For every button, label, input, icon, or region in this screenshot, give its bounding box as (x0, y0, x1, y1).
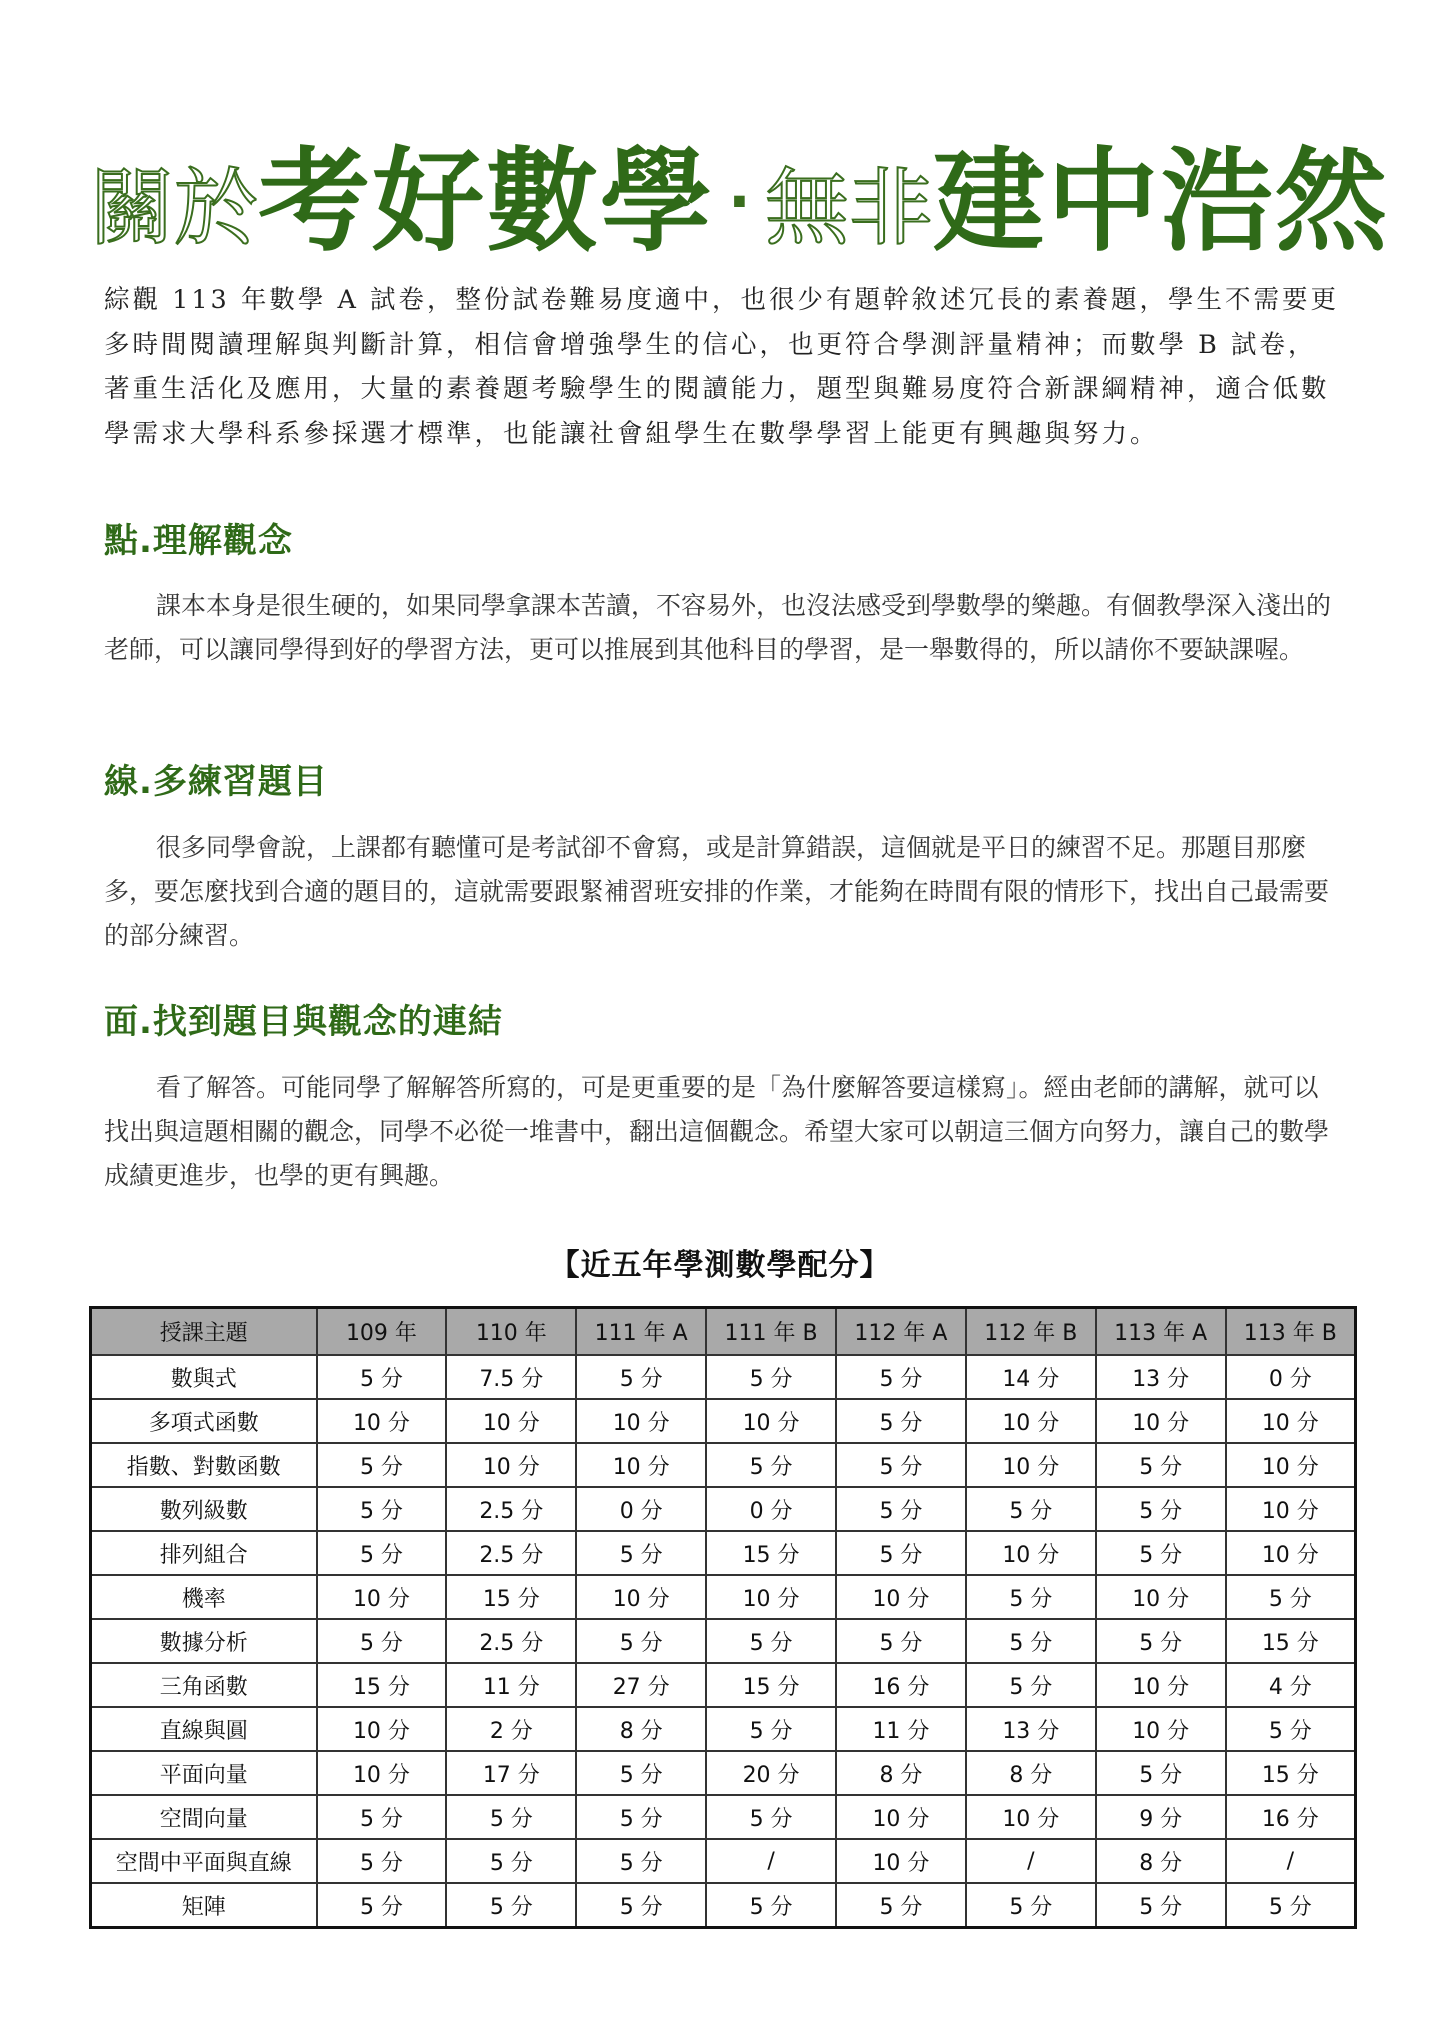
table-score-cell: 5 分 (836, 1883, 966, 1928)
table-score-cell: 5 分 (576, 1883, 706, 1928)
table-score-cell: 5 分 (966, 1619, 1096, 1663)
table-score-cell: 5 分 (966, 1663, 1096, 1707)
table-topic-cell: 三角函數 (91, 1663, 317, 1707)
table-score-cell: 10 分 (1226, 1531, 1356, 1575)
table-score-cell: 15 分 (1226, 1751, 1356, 1795)
table-body (91, 1355, 1356, 1928)
title-part2: 考好數學 (258, 137, 715, 267)
table-score-cell: 5 分 (1226, 1883, 1356, 1928)
table-score-cell: 5 分 (317, 1795, 447, 1839)
table-score-cell: 5 分 (836, 1487, 966, 1531)
table-score-cell: 5 分 (966, 1575, 1096, 1619)
table-score-cell: 2.5 分 (446, 1619, 576, 1663)
intro-paragraph: 綜觀 113 年數學 A 試卷，整份試卷難易度適中，也很少有題幹敘述冗長的素養題，學生不需要更多時間閱讀理解與判斷計算，相信會增強學生的信心，也更符合學測評量精神；而數學 B 試卷，著重生活化及應用，大量的素養題考驗學生的閱讀能力，題型與難易度符合新課綱精神，適合低數學需求大學科系參採選才標準，也能讓社會組學生在數學學習上能更有興趣與努力。 (104, 285, 1340, 449)
table-row (91, 1707, 1356, 1751)
table-topic-cell: 空間向量 (91, 1795, 317, 1839)
table-score-cell: 5 分 (446, 1795, 576, 1839)
table-score-cell: 5 分 (706, 1707, 836, 1751)
table-score-cell: 5 分 (576, 1531, 706, 1575)
table-score-cell: 16 分 (1226, 1795, 1356, 1839)
table-score-cell: 5 分 (1096, 1751, 1226, 1795)
table-score-cell: 5 分 (836, 1399, 966, 1443)
table-topic-cell: 直線與圓 (91, 1707, 317, 1751)
title-part1: 關於 (90, 159, 259, 257)
table-score-cell: 0 分 (1226, 1355, 1356, 1399)
table-score-cell: 5 分 (317, 1531, 447, 1575)
table-row (91, 1619, 1356, 1663)
table-score-cell: / (706, 1839, 836, 1883)
table-topic-cell: 指數、對數函數 (91, 1443, 317, 1487)
table-score-cell: 8 分 (576, 1707, 706, 1751)
table-header-cell: 113 年 B (1226, 1308, 1356, 1356)
table-row (91, 1839, 1356, 1883)
table-score-cell: 10 分 (576, 1443, 706, 1487)
table-score-cell: 10 分 (1096, 1575, 1226, 1619)
table-score-cell: 10 分 (966, 1531, 1096, 1575)
table-score-cell: 10 分 (446, 1443, 576, 1487)
table-score-cell: 5 分 (966, 1883, 1096, 1928)
table-score-cell: 5 分 (966, 1487, 1096, 1531)
table-score-cell: 10 分 (1226, 1399, 1356, 1443)
table-topic-cell: 多項式函數 (91, 1399, 317, 1443)
table-score-cell: 5 分 (317, 1619, 447, 1663)
table-score-cell: 15 分 (446, 1575, 576, 1619)
table-row (91, 1575, 1356, 1619)
table-score-cell: 10 分 (576, 1575, 706, 1619)
table-score-cell: 15 分 (317, 1663, 447, 1707)
table-score-cell: 5 分 (836, 1619, 966, 1663)
table-score-cell: 5 分 (706, 1355, 836, 1399)
table-topic-cell: 矩陣 (91, 1883, 317, 1928)
table-score-cell: 5 分 (576, 1355, 706, 1399)
table-score-cell: 5 分 (576, 1619, 706, 1663)
table-score-cell: 20 分 (706, 1751, 836, 1795)
table-score-cell: 5 分 (1096, 1883, 1226, 1928)
table-score-cell: 8 分 (1096, 1839, 1226, 1883)
table-score-cell: 10 分 (1096, 1663, 1226, 1707)
table-header-cell: 110 年 (446, 1308, 576, 1356)
table-score-cell: 15 分 (1226, 1619, 1356, 1663)
table-score-cell: 5 分 (706, 1619, 836, 1663)
table-score-cell: / (1226, 1839, 1356, 1883)
table-score-cell: 10 分 (966, 1443, 1096, 1487)
table-score-cell: 10 分 (706, 1399, 836, 1443)
table-score-cell: 10 分 (836, 1795, 966, 1839)
table-score-cell: 5 分 (706, 1883, 836, 1928)
table-score-cell: 10 分 (317, 1399, 447, 1443)
table-score-cell: 5 分 (836, 1531, 966, 1575)
table-score-cell: 7.5 分 (446, 1355, 576, 1399)
table-row (91, 1399, 1356, 1443)
table-score-cell: 10 分 (317, 1575, 447, 1619)
table-score-cell: 5 分 (576, 1839, 706, 1883)
table-score-cell: 5 分 (446, 1839, 576, 1883)
score-distribution-table (89, 1306, 1357, 1929)
table-header-cell: 112 年 B (966, 1308, 1096, 1356)
table-score-cell: 5 分 (317, 1487, 447, 1531)
table-score-cell: 8 分 (966, 1751, 1096, 1795)
table-score-cell: 10 分 (706, 1575, 836, 1619)
table-score-cell: 0 分 (706, 1487, 836, 1531)
table-score-cell: 10 分 (1226, 1487, 1356, 1531)
table-topic-cell: 數與式 (91, 1355, 317, 1399)
table-row (91, 1751, 1356, 1795)
table-score-cell: 0 分 (576, 1487, 706, 1531)
section-body-plane: 看了解答。可能同學了解解答所寫的，可是更重要的是「為什麼解答要這樣寫」。經由老師的講解，就可以找出與這題相關的觀念，同學不必從一堆書中，翻出這個觀念。希望大家可以朝這三個方向努力，讓自己的數學成績更進步，也學的更有興趣。 (104, 1073, 1330, 1190)
table-score-cell: 13 分 (966, 1707, 1096, 1751)
table-score-cell: 16 分 (836, 1663, 966, 1707)
table-row (91, 1531, 1356, 1575)
table-score-cell: 10 分 (1096, 1399, 1226, 1443)
table-score-cell: 5 分 (317, 1839, 447, 1883)
table-score-cell: 5 分 (446, 1883, 576, 1928)
table-score-cell: 5 分 (576, 1795, 706, 1839)
table-score-cell: 2.5 分 (446, 1531, 576, 1575)
title-part4: 建中浩然 (932, 137, 1389, 267)
table-header-cell: 113 年 A (1096, 1308, 1226, 1356)
table-score-cell: 4 分 (1226, 1663, 1356, 1707)
table-score-cell: 27 分 (576, 1663, 706, 1707)
table-score-cell: 5 分 (1226, 1707, 1356, 1751)
table-score-cell: 5 分 (1096, 1619, 1226, 1663)
table-score-cell: 13 分 (1096, 1355, 1226, 1399)
table-score-cell: 10 分 (836, 1575, 966, 1619)
table-topic-cell: 數據分析 (91, 1619, 317, 1663)
table-score-cell: 15 分 (706, 1531, 836, 1575)
table-row (91, 1443, 1356, 1487)
table-score-cell: 10 分 (1096, 1707, 1226, 1751)
section-body-point: 課本本身是很生硬的，如果同學拿課本苦讀，不容易外，也沒法感受到學數學的樂趣。有個教學深入淺出的老師，可以讓同學得到好的學習方法，更可以推展到其他科目的學習，是一舉數得的，所以請你不要缺課喔。 (104, 591, 1332, 664)
table-header-row (91, 1308, 1356, 1356)
table-score-cell: 9 分 (1096, 1795, 1226, 1839)
table-header-cell: 111 年 B (706, 1308, 836, 1356)
table-score-cell: 5 分 (706, 1795, 836, 1839)
table-topic-cell: 平面向量 (91, 1751, 317, 1795)
table-score-cell: 5 分 (1096, 1443, 1226, 1487)
table-score-cell: / (966, 1839, 1096, 1883)
table-header-cell: 授課主題 (91, 1308, 317, 1356)
table-score-cell: 5 分 (317, 1443, 447, 1487)
title-part3: 無非 (764, 159, 933, 257)
table-score-cell: 5 分 (836, 1443, 966, 1487)
table-score-cell: 17 分 (446, 1751, 576, 1795)
table-score-cell: 10 分 (446, 1399, 576, 1443)
table-title: 【近五年學測數學配分】 (549, 1248, 891, 1283)
table-topic-cell: 機率 (91, 1575, 317, 1619)
table-score-cell: 5 分 (1096, 1531, 1226, 1575)
page-title (90, 128, 1389, 267)
table-score-cell: 8 分 (836, 1751, 966, 1795)
table-row (91, 1795, 1356, 1839)
section-body-line: 很多同學會說，上課都有聽懂可是考試卻不會寫，或是計算錯誤，這個就是平日的練習不足。那題目那麼多，要怎麼找到合適的題目的，這就需要跟緊補習班安排的作業，才能夠在時間有限的情形下，找出自己最需要的部分練習。 (104, 833, 1330, 950)
table-topic-cell: 空間中平面與直線 (91, 1839, 317, 1883)
table-topic-cell: 數列級數 (91, 1487, 317, 1531)
table-score-cell: 10 分 (966, 1795, 1096, 1839)
table-score-cell: 5 分 (1226, 1575, 1356, 1619)
table-topic-cell: 排列組合 (91, 1531, 317, 1575)
table-score-cell: 15 分 (706, 1663, 836, 1707)
table-row (91, 1663, 1356, 1707)
table-score-cell: 10 分 (966, 1399, 1096, 1443)
table-score-cell: 5 分 (317, 1883, 447, 1928)
table-score-cell: 10 分 (317, 1707, 447, 1751)
table-row (91, 1883, 1356, 1928)
table-header-cell: 111 年 A (576, 1308, 706, 1356)
table-score-cell: 5 分 (576, 1751, 706, 1795)
table-score-cell: 5 分 (1096, 1487, 1226, 1531)
table-row (91, 1487, 1356, 1531)
table-score-cell: 2 分 (446, 1707, 576, 1751)
table-score-cell: 10 分 (1226, 1443, 1356, 1487)
table-score-cell: 11 分 (446, 1663, 576, 1707)
table-score-cell: 11 分 (836, 1707, 966, 1751)
table-score-cell: 5 分 (836, 1355, 966, 1399)
table-score-cell: 14 分 (966, 1355, 1096, 1399)
section-title-line: 線.多練習題目 (104, 762, 328, 802)
table-header-cell: 112 年 A (836, 1308, 966, 1356)
title-separator: · (728, 167, 751, 237)
section-title-plane: 面.找到題目與觀念的連結 (104, 1002, 503, 1042)
table-row (91, 1355, 1356, 1399)
table-score-cell: 10 分 (836, 1839, 966, 1883)
section-title-point: 點.理解觀念 (104, 521, 293, 561)
table-header-cell: 109 年 (317, 1308, 447, 1356)
table-score-cell: 10 分 (317, 1751, 447, 1795)
table-score-cell: 5 分 (317, 1355, 447, 1399)
table-score-cell: 10 分 (576, 1399, 706, 1443)
table-score-cell: 2.5 分 (446, 1487, 576, 1531)
table-score-cell: 5 分 (706, 1443, 836, 1487)
